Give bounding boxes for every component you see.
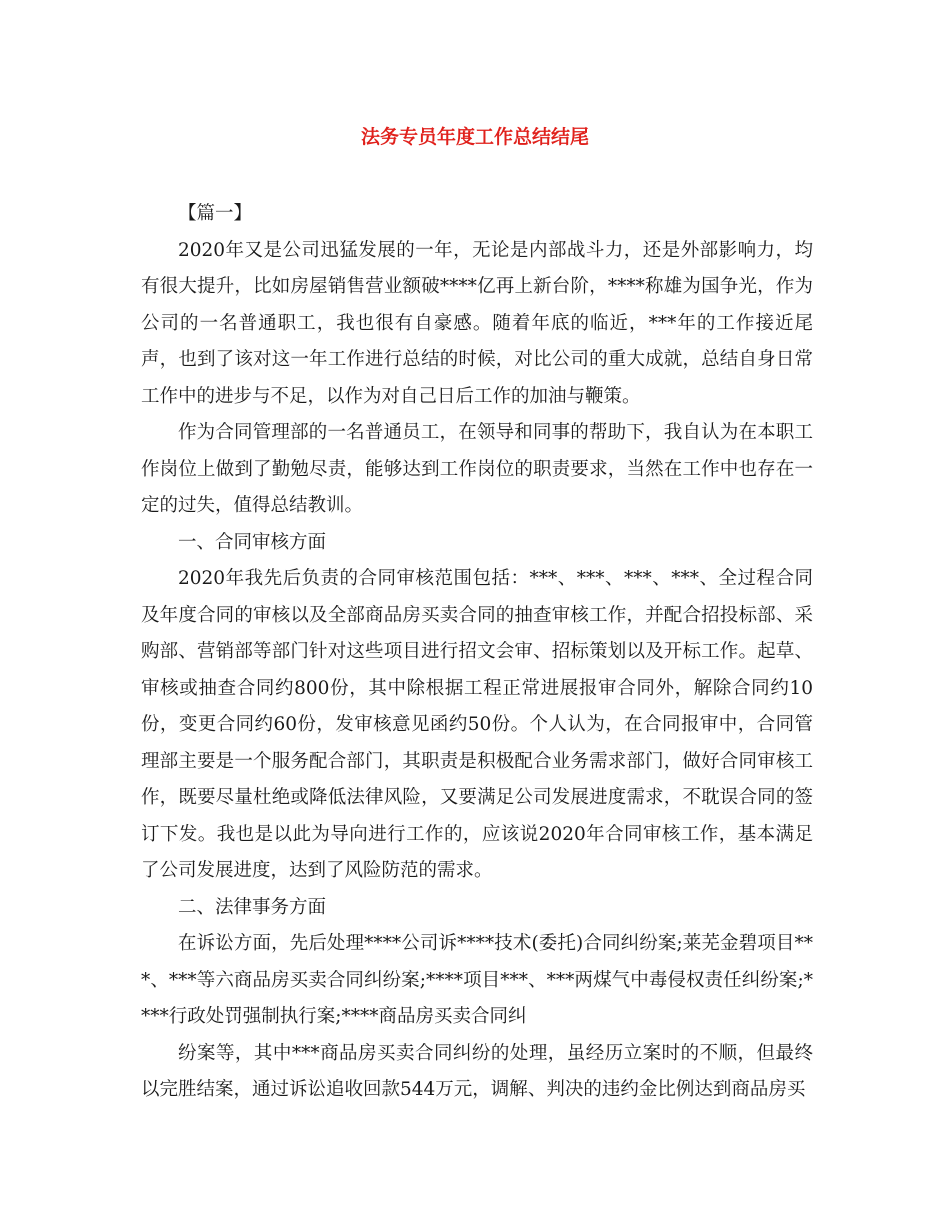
document-body	[141, 196, 813, 1109]
paragraph: 在诉讼方面，先后处理****公司诉****技术(委托)合同纠纷案;莱芜金碧项目***、***等六商品房买卖合同纠纷案;****项目***、***两煤气中毒侵权责任纠纷案;****行政处罚强制执行案;****商品房买卖合同纠	[141, 933, 813, 1027]
paragraph: 作为合同管理部的一名普通员工，在领导和同事的帮助下，我自认为在本职工作岗位上做到了勤勉尽责，能够达到工作岗位的职责要求，当然在工作中也存在一定的过失，值得总结教训。	[141, 422, 813, 516]
paragraph: 2020年我先后负责的合同审核范围包括：***、***、***、***、全过程合同及年度合同的审核以及全部商品房买卖合同的抽查审核工作，并配合招投标部、采购部、营销部等部门针对这些项目进行招文会审、招标策划以及开标工作。起草、审核或抽查合同约800份，其中除根据工程正常进展报审合同外，解除合同约10份，变更合同约60份，发审核意见函约50份。个人认为，在合同报审中，合同管理部主要是一个服务配合部门，其职责是积极配合业务需求部门，做好合同审核工作，既要尽量杜绝或降低法律风险，又要满足公司发展进度需求，不耽误合同的签订下发。我也是以此为导向进行工作的，应该说2020年合同审核工作，基本满足了公司发展进度，达到了风险防范的需求。	[141, 568, 813, 881]
section-heading: 二、法律事务方面	[178, 896, 327, 918]
section-heading: 一、合同审核方面	[178, 531, 327, 553]
paragraph: 2020年又是公司迅猛发展的一年，无论是内部战斗力，还是外部影响力，均有很大提升，比如房屋销售营业额破****亿再上新台阶，****称雄为国争光，作为公司的一名普通职工，我也很有自豪感。随着年底的临近，***年的工作接近尾声，也到了该对这一年工作进行总结的时候，对比公司的重大成就，总结自身日常工作中的进步与不足，以作为对自己日后工作的加油与鞭策。	[141, 239, 813, 407]
paragraph: 纷案等，其中***商品房买卖合同纠纷的处理，虽经历立案时的不顺，但最终以完胜结案，通过诉讼追收回款544万元，调解、判决的违约金比例达到商品房买	[141, 1042, 813, 1100]
document-title: 法务专员年度工作总结结尾	[360, 126, 589, 148]
section-label: 【篇一】	[178, 203, 253, 224]
